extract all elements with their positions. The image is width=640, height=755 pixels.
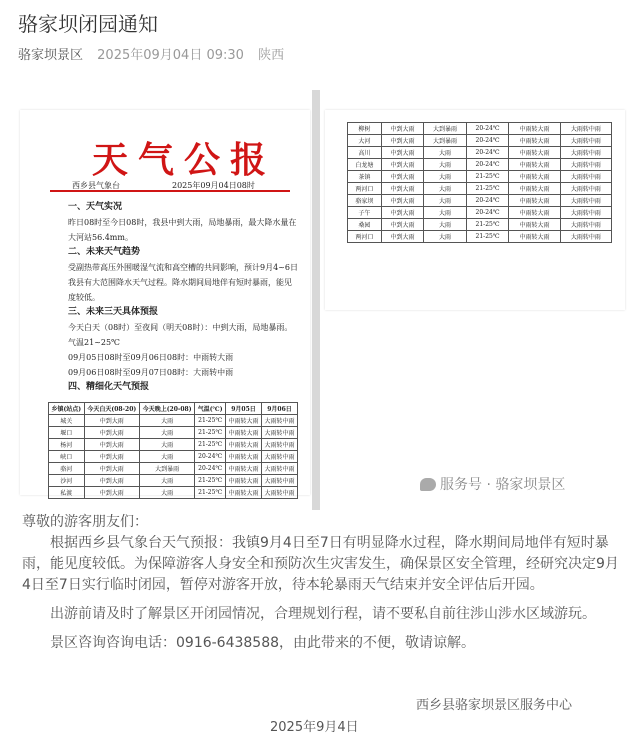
section-2-text: 受副热带高压外围暖湿气流和高空槽的共同影响，预计9月4~6日我县有大范围降水天气过程。降水期间局地伴有短时暴雨，能见度较低。 (68, 263, 298, 302)
table-cell: 中到大雨 (84, 439, 139, 451)
bulletin-title: 天气公报 (92, 139, 277, 181)
table-cell: 21-25℃ (195, 487, 226, 499)
table-cell: 大雨转中雨 (560, 207, 611, 219)
table-cell: 20-24℃ (466, 159, 509, 171)
table-cell: 大雨 (424, 171, 467, 183)
signature: 西乡县骆家坝景区服务中心 (416, 698, 573, 713)
location-label: 陕西 (258, 48, 285, 63)
notice-paragraph-1: 根据西乡县气象台天气预报：我镇9月4日至7日有明显降水过程，降水期间局地伴有短时暴雨，能见度较低。为保障游客人身安全和预防次生灾害发生，确保景区安全管理，经研究决定9月4日至7日实行临时闭园，暂停对游客开放，待本轮暴雨天气结束并安全评估后开园。 (22, 535, 619, 593)
section-1-text: 昨日08时至今日08时，我县中到大雨，局地暴雨，最大降水量在大河站56.4mm。 (68, 218, 297, 242)
section-3-heading: 三、未来三天具体预报 (68, 307, 159, 317)
table-cell: 两河口 (348, 183, 382, 195)
table-cell: 21-25℃ (466, 219, 509, 231)
table-cell: 中雨转大雨 (509, 147, 560, 159)
publish-date: 2025年09月04日 09:30 (97, 48, 244, 63)
table-cell: 大雨转中雨 (261, 427, 297, 439)
table-cell: 大雨转中雨 (261, 439, 297, 451)
table-cell: 中到大雨 (84, 451, 139, 463)
table-row (348, 135, 612, 147)
bulletin-issue-time: 2025年09月04日08时 (172, 181, 255, 190)
table-cell: 中雨转大雨 (509, 159, 560, 171)
notice-text (22, 512, 622, 654)
table-cell: 中雨转大雨 (509, 135, 560, 147)
table-cell: 21-25℃ (195, 415, 226, 427)
table-cell: 中雨转大雨 (226, 427, 262, 439)
table-cell: 大雨 (139, 427, 194, 439)
table-cell: 中到大雨 (381, 219, 424, 231)
table-row (49, 439, 298, 451)
section-3-line-1: 今天白天（08时）至夜间（明天08时）：中到大雨，局地暴雨。气温21~25℃ (68, 323, 293, 347)
table-cell: 大雨转中雨 (261, 475, 297, 487)
table-header-cell: 乡镇(站点) (49, 403, 85, 415)
table-cell: 大雨 (424, 231, 467, 243)
table-cell: 大雨 (139, 451, 194, 463)
table-cell: 中雨转大雨 (226, 451, 262, 463)
table-cell: 中到大雨 (381, 171, 424, 183)
table-cell: 20-24℃ (466, 195, 509, 207)
table-cell: 大到暴雨 (424, 135, 467, 147)
table-cell: 21-25℃ (195, 427, 226, 439)
article-title: 骆家坝闭园通知 (18, 12, 158, 36)
table-cell: 21-25℃ (466, 231, 509, 243)
table-row (348, 183, 612, 195)
table-cell: 大雨转中雨 (560, 231, 611, 243)
table-cell: 沙河 (49, 475, 85, 487)
page-divider (312, 90, 320, 510)
table-row (49, 415, 298, 427)
table-cell: 大雨转中雨 (261, 415, 297, 427)
table-cell: 中雨转大雨 (509, 219, 560, 231)
table-cell: 白龙塘 (348, 159, 382, 171)
watermark (420, 474, 565, 494)
table-cell: 柳树 (348, 123, 382, 135)
notice-paragraph-2: 出游前请及时了解景区开闭园情况，合理规划行程，请不要私自前往涉山涉水区域游玩。 (50, 606, 596, 622)
table-cell: 中到大雨 (381, 159, 424, 171)
chat-bubble-icon (420, 478, 436, 491)
forecast-table-continued (347, 122, 612, 243)
bulletin-page-2 (325, 110, 625, 310)
table-row (49, 463, 298, 475)
table-cell: 大雨 (424, 219, 467, 231)
table-header-cell: 今天晚上(20-08) (139, 403, 194, 415)
table-cell: 两河口 (348, 231, 382, 243)
table-cell: 大雨转中雨 (560, 219, 611, 231)
bulletin-issuer: 西乡县气象台 (72, 181, 120, 190)
table-cell: 大雨转中雨 (560, 195, 611, 207)
table-cell: 大雨 (139, 415, 194, 427)
notice-paragraph-3: 景区咨询咨询电话：0916-6438588，由此带来的不便，敬请谅解。 (50, 635, 476, 651)
table-header-cell: 气温(℃) (195, 403, 226, 415)
table-cell: 中到大雨 (381, 135, 424, 147)
table-cell: 大河 (348, 135, 382, 147)
table-cell: 大雨转中雨 (560, 147, 611, 159)
table-cell: 茶镇 (348, 171, 382, 183)
table-cell: 骆家坝 (348, 195, 382, 207)
table-cell: 高川 (348, 147, 382, 159)
table-cell: 中雨转大雨 (509, 195, 560, 207)
table-row (348, 159, 612, 171)
table-cell: 大雨 (424, 147, 467, 159)
greeting: 尊敬的游客朋友们： (22, 514, 148, 530)
table-row (348, 231, 612, 243)
table-cell: 21-25℃ (466, 183, 509, 195)
table-cell: 中到大雨 (84, 487, 139, 499)
table-cell: 大雨转中雨 (261, 463, 297, 475)
table-row (348, 219, 612, 231)
red-rule (50, 190, 290, 192)
table-cell: 堰口 (49, 427, 85, 439)
table-cell: 中雨转大雨 (509, 183, 560, 195)
table-cell: 骆河 (49, 463, 85, 475)
table-cell: 中雨转大雨 (226, 415, 262, 427)
table-cell: 中雨转大雨 (226, 487, 262, 499)
watermark-text: 服务号 · 骆家坝景区 (440, 477, 566, 493)
table-cell: 子午 (348, 207, 382, 219)
table-cell: 大雨 (424, 207, 467, 219)
table-cell: 中雨转大雨 (509, 207, 560, 219)
table-cell: 大雨转中雨 (560, 171, 611, 183)
section-3-line-2: 09月05日08时至09月06日08时：中雨转大雨 (68, 353, 234, 362)
table-row (348, 123, 612, 135)
table-header-cell: 今天白天(08-20) (84, 403, 139, 415)
table-cell: 20-24℃ (466, 135, 509, 147)
table-cell: 大雨转中雨 (560, 159, 611, 171)
forecast-table (48, 402, 298, 499)
table-row (348, 171, 612, 183)
table-cell: 中到大雨 (381, 207, 424, 219)
table-cell: 大雨转中雨 (261, 487, 297, 499)
table-cell: 中到大雨 (84, 475, 139, 487)
table-cell: 中雨转大雨 (226, 475, 262, 487)
bulletin-body (68, 200, 298, 395)
table-row (49, 427, 298, 439)
table-cell: 21-25℃ (195, 475, 226, 487)
table-row (348, 147, 612, 159)
table-cell: 20-24℃ (195, 451, 226, 463)
table-header-cell: 9月06日 (261, 403, 297, 415)
source-link[interactable]: 骆家坝景区 (18, 48, 84, 63)
table-cell: 大雨 (424, 183, 467, 195)
table-cell: 中雨转大雨 (226, 463, 262, 475)
table-cell: 21-25℃ (195, 439, 226, 451)
table-row (348, 195, 612, 207)
table-cell: 中到大雨 (381, 183, 424, 195)
table-cell: 大雨 (139, 475, 194, 487)
table-cell: 大雨 (424, 195, 467, 207)
table-cell: 21-25℃ (466, 171, 509, 183)
table-cell: 中到大雨 (84, 415, 139, 427)
table-row (348, 207, 612, 219)
table-cell: 中到大雨 (381, 123, 424, 135)
table-cell: 中到大雨 (381, 231, 424, 243)
table-row (49, 487, 298, 499)
table-cell: 大雨转中雨 (560, 135, 611, 147)
table-cell: 中到大雨 (381, 147, 424, 159)
article-meta (18, 44, 294, 63)
table-cell: 20-24℃ (195, 463, 226, 475)
bulletin-image (0, 80, 640, 500)
table-cell: 大到暴雨 (139, 463, 194, 475)
table-cell: 20-24℃ (466, 207, 509, 219)
table-cell: 大雨 (424, 159, 467, 171)
table-cell: 大雨转中雨 (560, 123, 611, 135)
table-cell: 中雨转大雨 (226, 439, 262, 451)
table-cell: 大雨 (139, 439, 194, 451)
table-row (49, 475, 298, 487)
table-cell: 中雨转大雨 (509, 231, 560, 243)
table-cell: 私渡 (49, 487, 85, 499)
table-cell: 城关 (49, 415, 85, 427)
table-cell: 中到大雨 (84, 427, 139, 439)
section-4-heading: 四、精细化天气预报 (68, 382, 150, 392)
table-cell: 桑园 (348, 219, 382, 231)
table-cell: 大到暴雨 (424, 123, 467, 135)
table-cell: 中雨转大雨 (509, 171, 560, 183)
table-cell: 20-24℃ (466, 123, 509, 135)
signature-date: 2025年9月4日 (270, 720, 359, 735)
section-2-heading: 二、未来天气趋势 (68, 247, 141, 257)
table-cell: 中到大雨 (381, 195, 424, 207)
section-1-heading: 一、天气实况 (68, 202, 123, 212)
table-cell: 大雨转中雨 (560, 183, 611, 195)
table-cell: 20-24℃ (466, 147, 509, 159)
table-cell: 大雨 (139, 487, 194, 499)
table-cell: 中雨转大雨 (509, 123, 560, 135)
table-cell: 中到大雨 (84, 463, 139, 475)
table-cell: 杨河 (49, 439, 85, 451)
table-cell: 峡口 (49, 451, 85, 463)
bulletin-page-1 (20, 110, 310, 495)
table-row (49, 451, 298, 463)
table-cell: 大雨转中雨 (261, 451, 297, 463)
section-3-line-3: 09月06日08时至09月07日08时：大雨转中雨 (68, 368, 234, 377)
table-header-cell: 9月05日 (226, 403, 262, 415)
